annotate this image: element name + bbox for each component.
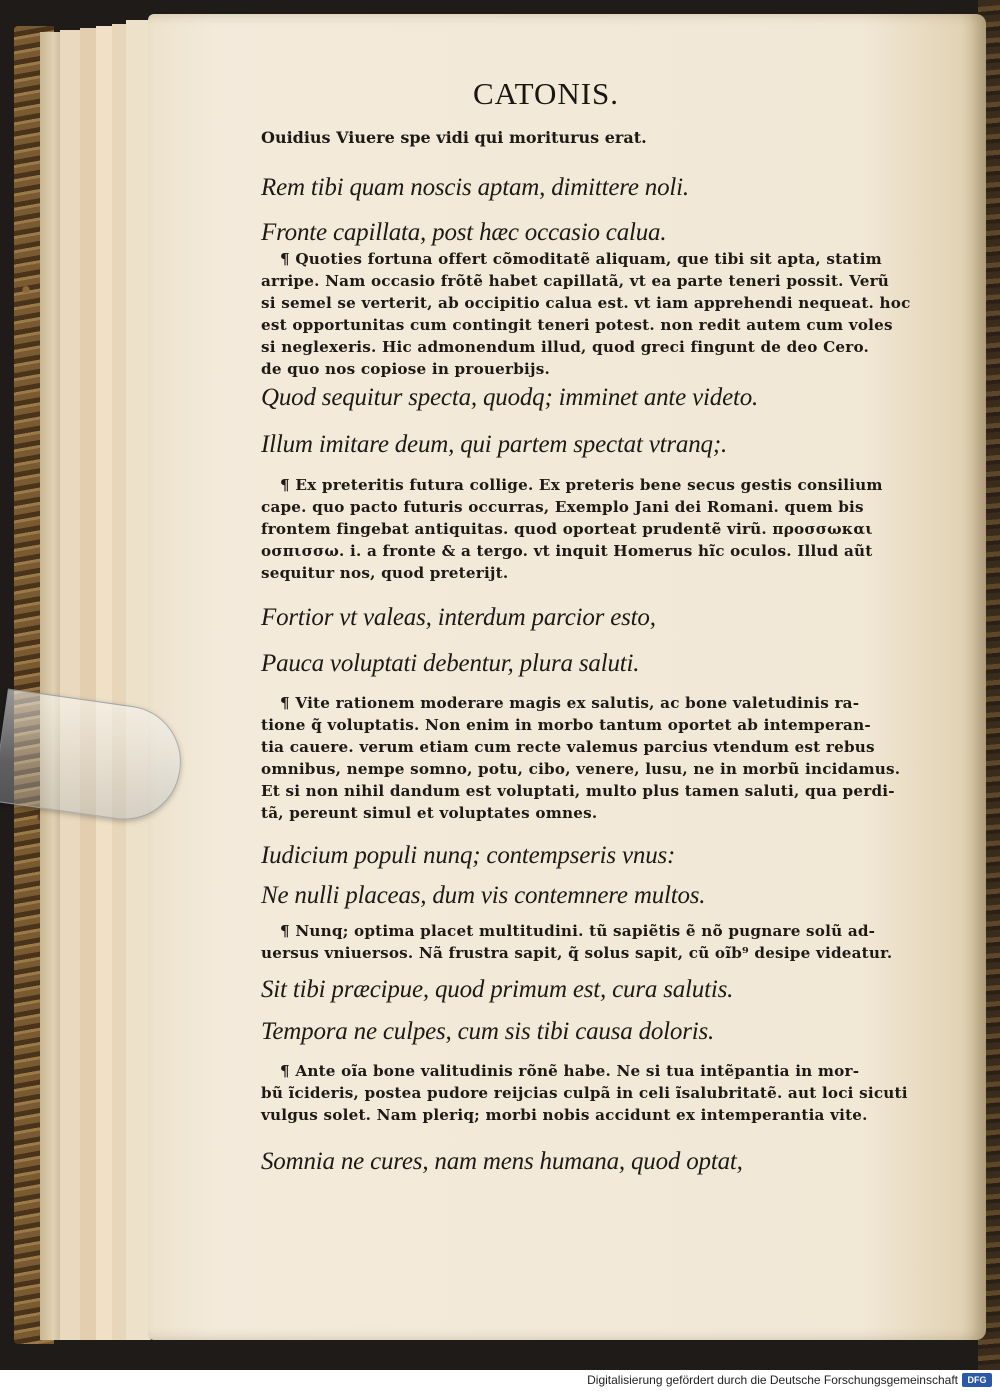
commentary-line: sequitur nos, quod preterijt. [261, 564, 509, 582]
commentary-line: ¶ Vite rationem moderare magis ex salutis, ac bone valetudinis ra- [280, 694, 860, 712]
commentary-line: arripe. Nam occasio frõtẽ habet capillatã, vt ea parte teneri possit. Verũ [261, 272, 890, 290]
commentary-line: vulgus solet. Nam pleriq; morbi nobis accidunt ex intemperantia vite. [261, 1106, 868, 1124]
commentary-line: uersus vniuersos. Nã frustra sapit, q̃ solus sapit, cũ oĩb⁹ desipe videatur. [261, 944, 893, 962]
page-edge [96, 26, 113, 1340]
commentary-line: si semel se verterit, ab occipitio calua est. vt iam apprehendi nequeat. hoc [261, 294, 911, 312]
commentary-line: tia cauere. verum etiam cum recte valemus parcius vtendum est rebus [261, 738, 875, 756]
commentary-line: est opportunitas cum contingit teneri potest. non redit autem cum voles [261, 316, 893, 334]
verse-line: Ouidius Viuere spe vidi qui moriturus erat. [261, 128, 647, 147]
commentary-line: cape. quo pacto futuris occurras, Exemplo Jani dei Romani. quem bis [261, 498, 864, 516]
verse-line: Fronte capillata, post hæc occasio calua. [261, 219, 667, 246]
commentary-line: ¶ Nunq; optima placet multitudini. tũ sapiẽtis ẽ nõ pugnare solũ ad- [280, 922, 876, 940]
commentary-line: si neglexeris. Hic admonendum illud, quod greci fingunt de deo Cero. [261, 338, 870, 356]
commentary-line: tã, pereunt simul et voluptates omnes. [261, 804, 598, 822]
dfg-logo-icon: DFG [962, 1373, 992, 1387]
verse-line: Ne nulli placeas, dum vis contemnere multos. [261, 882, 706, 909]
commentary-line: ¶ Ante oĩa bone valitudinis rõnẽ habe. Ne si tua intẽpantia in mor- [280, 1062, 860, 1080]
commentary-line: bũ ĩcideris, postea pudore reijcias culpã in celi ĩsalubritatẽ. aut loci sicuti [261, 1084, 908, 1102]
commentary-line: frontem fingebat antiquitas. quod oporteat prudentẽ virũ. προσσωκαι [261, 520, 873, 538]
verse-line: Rem tibi quam noscis aptam, dimittere noli. [261, 174, 689, 201]
commentary-line: ¶ Quoties fortuna offert cõmoditatẽ aliquam, que tibi sit apta, statim [280, 250, 882, 268]
commentary-line: Et si non nihil dandum est voluptati, multo plus tamen saluti, qua perdi- [261, 782, 895, 800]
left-cover-edge [40, 32, 62, 1340]
verse-line: Sit tibi præcipue, quod primum est, cura salutis. [261, 976, 734, 1003]
verse-line: Somnia ne cures, nam mens humana, quod optat, [261, 1148, 743, 1175]
footer-credit: Digitalisierung gefördert durch die Deutsche Forschungsgemeinschaft [587, 1373, 958, 1387]
verse-line: Iudicium populi nunq; contempseris vnus: [261, 842, 676, 869]
commentary-line: de quo nos copiose in prouerbijs. [261, 360, 550, 378]
verse-line: Tempora ne culpes, cum sis tibi causa doloris. [261, 1018, 715, 1045]
verse-line: Illum imitare deum, qui partem spectat vtranq;. [261, 431, 727, 458]
footer-bar [0, 1370, 1000, 1391]
verse-line: Quod sequitur specta, quodq; imminet ante videto. [261, 384, 759, 411]
commentary-line: ¶ Ex preteritis futura collige. Ex preteris bene secus gestis consilium [280, 476, 883, 494]
running-head: CATONIS. [472, 76, 620, 111]
verse-line: Pauca voluptati debentur, plura saluti. [261, 650, 640, 677]
page-edge [112, 24, 127, 1340]
page-edge [80, 28, 97, 1340]
commentary-line: omnibus, nempe somno, potu, cibo, venere, lusu, ne in morbũ incidamus. [261, 760, 901, 778]
commentary-line: οσπισσω. i. a fronte & a tergo. vt inquit Homerus hĩc oculos. Illud aũt [261, 542, 873, 560]
verse-line: Fortior vt valeas, interdum parcior esto, [261, 604, 656, 631]
commentary-line: tione q̃ voluptatis. Non enim in morbo tantum oportet ab intemperan- [261, 716, 871, 734]
page-edge [60, 30, 81, 1340]
book-page [148, 14, 986, 1340]
